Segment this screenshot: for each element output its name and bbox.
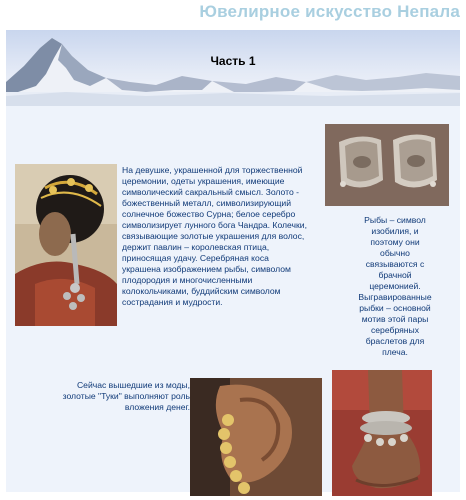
part-title: Часть 1 — [210, 54, 256, 68]
fish-bracelets-photo — [325, 124, 449, 206]
site-title: Ювелирное искусство Непала — [199, 2, 460, 21]
ankle-bracelet-photo — [332, 370, 432, 496]
mountain-illustration — [6, 30, 460, 106]
girl-jewelry-photo — [15, 164, 117, 326]
fish-bracelets-caption: Рыбы – символ изобилия, и поэтому они обычно связываются с брачной церемонией. Выгравированные рыбки – основной мотив этой пары серебряных браслетов для плеча. — [358, 215, 432, 357]
mountain-banner — [6, 30, 460, 106]
ornaments-description: На девушке, украшенной для торжественной церемонии, одеты украшения, имеющие символический сакральный смысл. Золото - божественный металл, символизирующий солнечное божество Сурна; белое серебро символизирует лунного бога Чандра. Колечки, связывающие золотые украшения для волос, держит павлин – королевская птица, приносящая удачу. Серебряная коса украшена изображением рыбы, символом плодородия и многочисленными колокольчиками, буддийским символом сострадания и мудрости. — [122, 165, 307, 307]
tuki-caption: Сейчас вышедшие из моды, золотые "Туки" выполняют роль вложения денег. — [62, 380, 190, 412]
ear-tuki-photo — [190, 378, 322, 496]
